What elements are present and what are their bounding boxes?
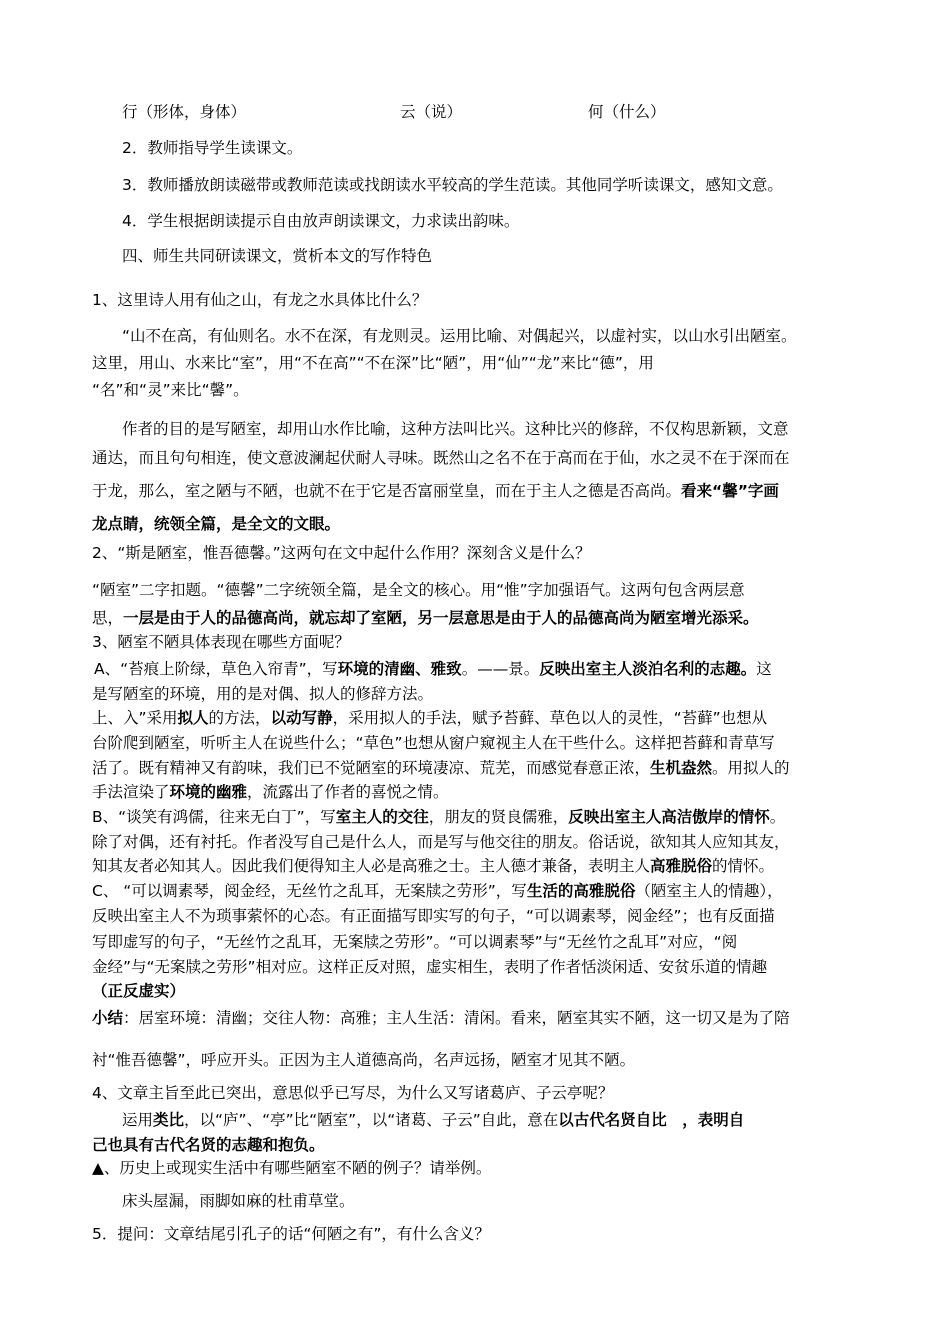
q3-b-line xyxy=(92,807,785,827)
q2-answer-line xyxy=(92,608,759,628)
q3-a-emphasis: 反映出室主人淡泊名利的志趣。 xyxy=(539,660,757,678)
q3-b-text: 。 xyxy=(769,808,786,826)
q3-summary-label: 小结 xyxy=(92,1009,124,1027)
q3-c-line: 写即虚写的句子，“无丝竹之乱耳，无案牍之劳形”。“可以调素琴”与“无丝竹之乱耳”对应，“阅 xyxy=(92,933,738,951)
section-heading: 四、师生共同研读课文，赏析本文的写作特色 xyxy=(122,247,433,265)
q3-a-text: A、“苔痕上阶绿，草色入帘青”，写 xyxy=(94,660,338,678)
q3-question: 3、陋室不陋具体表现在哪些方面呢？ xyxy=(92,633,350,651)
q3-c-emphasis: （正反虚实） xyxy=(92,982,186,1000)
step-3: 3．教师播放朗读磁带或教师范读或找朗读水平较高的学生范读。其他同学听读课文，感知文意。 xyxy=(122,176,783,194)
q1-question: 1、这里诗人用有仙之山，有龙之水具体比什么？ xyxy=(92,291,428,309)
q3-a-line xyxy=(92,708,767,728)
q3-b-emphasis: 室主人的交往 xyxy=(335,808,429,826)
q3-a-text: 。——景。 xyxy=(461,660,540,678)
q3-c-emphasis: 生活的高雅脱俗 xyxy=(526,882,636,900)
q3-b-text: B、“谈笑有鸿儒，往来无白丁”，写 xyxy=(92,808,336,826)
q3-c-line xyxy=(92,881,783,901)
q5-question: 5．提问：文章结尾引孔子的话“何陋之有”，有什么含义？ xyxy=(92,1225,490,1243)
step-2: 2．教师指导学生读课文。 xyxy=(122,139,303,157)
q1-emphasis: 龙点睛，统领全篇，是全文的文眼。 xyxy=(92,515,341,533)
q3-a-text: 上、入”采用 xyxy=(92,709,178,727)
q2-answer-line: “陋室”二字扣题。“德馨”二字统领全篇，是全文的核心。用“惟”字加强语气。这两句包含两层意 xyxy=(92,581,745,599)
q3-a-emphasis: 拟人 xyxy=(177,709,209,727)
q3-b-emphasis: 高雅脱俗 xyxy=(650,857,713,875)
q3-a-text: ，流露出了作者的喜悦之情。 xyxy=(247,783,449,801)
q3-a-emphasis: 环境的幽雅 xyxy=(169,783,248,801)
q3-a-line xyxy=(92,782,449,802)
q3-b-emphasis: 反映出室主人高洁傲岸的情怀 xyxy=(568,808,770,826)
q3-a-line: 台阶爬到陋室，听听主人在说些什么；“草色”也想从窗户窥视主人在干些什么。这样把苔藓和青草写 xyxy=(92,734,775,752)
q3-c-text: C、 “可以调素琴，阅金经，无丝竹之乱耳，无案牍之劳形”，写 xyxy=(92,882,527,900)
q4-question: 4、文章主旨至此已突出，意思似乎已写尽，为什么又写诸葛庐、子云亭呢？ xyxy=(92,1084,614,1102)
q4-answer-text: ，以“庐”、“亭”比“陋室”，以“诸葛、子云”自此，意在 xyxy=(184,1111,559,1129)
step-4: 4．学生根据朗读提示自由放声朗读课文，力求读出韵味。 xyxy=(122,212,520,230)
q3-a-text: 的方法， xyxy=(208,709,271,727)
q4-answer-line xyxy=(122,1110,744,1130)
q3-a-line xyxy=(92,758,790,778)
q3-summary-text: ：居室环境：清幽；交往人物：高雅；主人生活：清闲。看来，陋室其实不陋，这一切又是为了陪 xyxy=(123,1009,790,1027)
q3-a-emphasis: 生机盎然 xyxy=(650,759,713,777)
q3-b-text: ，朋友的贤良儒雅， xyxy=(428,808,569,826)
q1-analysis-text: 于龙，那么，室之陋与不陋，也就不在于它是否富丽堂皇，而在于主人之德是否高尚。 xyxy=(92,482,682,500)
vocab-yun: 云（说） xyxy=(400,103,463,121)
example-question: ▲、历史上或现实生活中有哪些陋室不陋的例子？请举例。 xyxy=(92,1159,492,1177)
q3-a-text: 活了。既有精神又有韵味，我们已不觉陋室的环境凄凉、荒芜，而感觉春意正浓， xyxy=(92,759,651,777)
q1-analysis-line: 作者的目的是写陋室，却用山水作比喻，这种方法叫比兴。这种比兴的修辞，不仅构思新颖，文意 xyxy=(122,420,789,438)
q3-a-text: 。用拟人的 xyxy=(712,759,790,777)
q3-summary-line: 衬“惟吾德馨”，呼应开头。正因为主人道德高尚，名声远扬，陋室才见其不陋。 xyxy=(92,1051,636,1069)
q2-answer-text: 思， xyxy=(92,609,124,627)
q2-emphasis: 一层是由于人的品德高尚，就忘却了室陋，另一层意思是由于人的品德高尚为陋室增光添采。 xyxy=(123,609,759,627)
q1-answer-line: “名”和“灵”来比“馨”。 xyxy=(92,381,249,399)
q3-b-text: 知其友者必知其人。因此我们便得知主人必是高雅之士。主人德才兼备，表明主人 xyxy=(92,857,651,875)
vocab-xing: 行（形体，身体） xyxy=(122,103,247,121)
q3-c-line: 金经”与“无案牍之劳形”相对应。这样正反对照，虚实相生，表明了作者恬淡闲适、安贫乐道的情趣 xyxy=(92,958,768,976)
q3-a-line xyxy=(94,659,772,679)
q4-emphasis: 以古代名贤自比 ，表明自 xyxy=(558,1111,745,1129)
q3-a-emphasis: 以动写静 xyxy=(270,709,333,727)
q3-a-text: 这 xyxy=(756,660,772,678)
q3-c-line: 反映出室主人不为琐事萦怀的心态。有正面描写即实写的句子，“可以调素琴，阅金经”；也有反面描 xyxy=(92,907,775,925)
q1-answer-line: “山不在高，有仙则名。水不在深，有龙则灵。运用比喻、对偶起兴，以虚衬实，以山水引出陋室。 xyxy=(122,327,797,345)
q3-b-line xyxy=(92,856,774,876)
q3-a-text: ，采用拟人的手法，赋予苔藓、草色以人的灵性，“苔藓”也想从 xyxy=(332,709,768,727)
q4-emphasis: 类比 xyxy=(153,1111,185,1129)
q3-a-emphasis: 环境的清幽、雅致 xyxy=(337,660,462,678)
q3-a-text: 手法渲染了 xyxy=(92,783,170,801)
q1-analysis-line: 通达，而且句句相连，使文意波澜起伏耐人寻味。既然山之名不在于高而在于仙，水之灵不在于深而在 xyxy=(92,449,790,467)
q4-emphasis: 己也具有古代名贤的志趣和抱负。 xyxy=(92,1136,325,1154)
vocab-he: 何（什么） xyxy=(588,103,666,121)
q1-answer-line: 这里，用山、水来比“室”，用“不在高”“不在深”比“陋”，用“仙”“龙”来比“德”，用 xyxy=(92,354,654,372)
q1-emphasis: 看来“馨”字画 xyxy=(681,482,779,500)
q4-answer-text: 运用 xyxy=(122,1111,154,1129)
q1-analysis-line xyxy=(92,481,779,501)
q3-a-line: 是写陋室的环境，用的是对偶、拟人的修辞方法。 xyxy=(92,685,434,703)
q2-question: 2、“斯是陋室，惟吾德馨。”这两句在文中起什么作用？深刻含义是什么？ xyxy=(92,544,591,562)
q3-b-text: 的情怀。 xyxy=(712,857,775,875)
example-answer: 床头屋漏，雨脚如麻的杜甫草堂。 xyxy=(122,1192,355,1210)
q3-b-line: 除了对偶，还有衬托。作者没写自己是什么人，而是写与他交往的朋友。俗话说，欲知其人应知其友， xyxy=(92,833,790,851)
q3-summary-line xyxy=(92,1008,790,1028)
q3-c-text: （陋室主人的情趣）， xyxy=(635,882,783,900)
